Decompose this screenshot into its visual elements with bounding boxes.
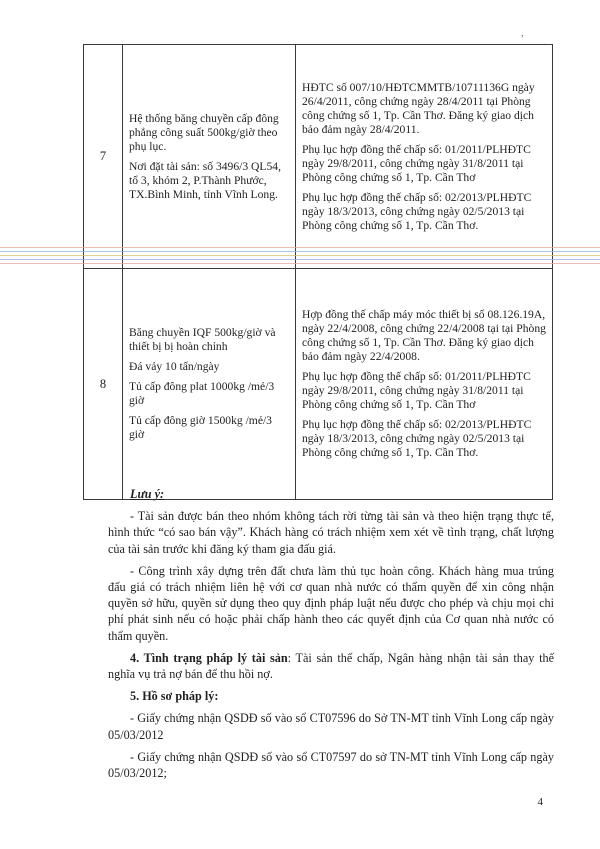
contract-cell	[296, 269, 553, 500]
legal-status-label: 4. Tình trạng pháp lý tài sản	[130, 650, 288, 665]
legal-docs-label: 5. Hồ sơ pháp lý	[130, 689, 215, 704]
asset-name-line: Tủ cấp đông plat 1000kg /mẻ/3 giờ	[129, 380, 275, 407]
scan-line	[0, 247, 600, 248]
contract-line: Hợp đồng thế chấp máy móc thiết bị số 08.126.19A, ngày 22/4/2008, công chứng 22/4/2008 tại tại Phòng công chứng số 1, Tp. Cần Thơ. Đăng ký giao dịch bảo đảm ngày 22/4/2008.	[302, 308, 546, 363]
note-title: Lưu ý:	[130, 487, 165, 501]
contract-line: HĐTC số 007/10/HĐTCMMTB/10711136G ngày 26/4/2011, công chứng ngày 28/4/2011 tại Phòng công chứng số 1, Tp. Cần Thơ. Đăng ký giao dịch bảo đảm ngày 28/4/2011.	[302, 80, 535, 136]
asset-name-line: Đá vảy 10 tấn/ngày	[129, 360, 220, 373]
scan-line	[0, 255, 600, 256]
legal-doc-item: - Giấy chứng nhận QSDĐ số vào sổ CT07596 do Sở TN-MT tỉnh Vĩnh Long cấp ngày 05/03/2012	[108, 711, 554, 742]
legal-docs-heading	[108, 688, 554, 704]
legal-status-paragraph	[108, 650, 554, 682]
row-number: 7	[84, 45, 123, 269]
table-row	[84, 269, 553, 500]
note-paragraph: - Tài sản được bán theo nhóm không tách rời từng tài sản và theo hiện trạng thực tế, hình thức “có sao bán vậy”. Khách hàng có trách nhiệm xem xét về tình trạng, chất lượng của tài sản trước khi đăng ký tham gia đấu giá.	[108, 509, 554, 556]
scan-mark: ,	[521, 28, 524, 39]
table-row	[84, 45, 553, 269]
legal-docs-suffix: :	[214, 689, 219, 704]
scan-line	[0, 251, 600, 252]
scan-mark: ·	[543, 40, 547, 51]
legal-doc-item: - Giấy chứng nhận QSDĐ số vào sổ CT07597 do sở TN-MT tỉnh Vĩnh Long cấp ngày 05/03/2012;	[108, 749, 554, 781]
row-number: 8	[84, 269, 123, 500]
asset-name-line: Băng chuyền IQF 500kg/giờ và thiết bị bị hoàn chỉnh	[129, 326, 276, 353]
asset-name-line: Tủ cấp đông giờ 1500kg /mẻ/3 giờ	[129, 414, 272, 441]
asset-name-cell	[123, 45, 296, 269]
contract-cell	[296, 45, 553, 269]
contract-line: Phụ lục hợp đồng thế chấp số: 02/2013/PLHĐTC ngày 18/3/2013, công chứng ngày 02/5/2013 tại Phòng công chứng số 1, Tp. Cần Thơ.	[302, 418, 532, 459]
body-text	[108, 486, 554, 787]
page-number: 4	[537, 796, 543, 808]
legal-status-text: : Tài sản thế chấp, Ngân hàng nhận tài sản thay thế nghĩa vụ trả nợ bán để thu hồi nợ.	[108, 650, 554, 682]
scan-line	[0, 259, 600, 260]
asset-table	[83, 44, 553, 500]
contract-line: Phụ lục hợp đồng thế chấp số: 01/2011/PLHĐTC ngày 29/8/2011, công chứng ngày 31/8/2011 tại Phòng công chứng số 1, Tp. Cần Thơ	[302, 142, 531, 184]
scan-line	[0, 263, 600, 264]
scan-artifact-lines	[0, 247, 600, 267]
contract-line: Phụ lục hợp đồng thế chấp số: 02/2013/PLHĐTC ngày 18/3/2013, công chứng ngày 02/5/2013 tại Phòng công chứng số 1, Tp. Cần Thơ.	[302, 190, 532, 232]
asset-name-cell	[123, 269, 296, 500]
note-paragraph: - Công trình xây dựng trên đất chưa làm thủ tục hoàn công. Khách hàng mua trúng đấu giá có trách nhiệm liên hệ với cơ quan nhà nước có thẩm quyền để xin công nhận quyền sở hữu, quyền sử dụng theo quy định pháp luật nếu được cho phép và chịu mọi chi phí phát sinh nếu có hoặc phải chấp hành theo các quyết định của Cơ quan nhà nước có thẩm quyền.	[108, 563, 554, 643]
asset-name-line: Hệ thống băng chuyền cấp đông phẳng công suất 500kg/giờ theo phụ lục.	[129, 111, 279, 153]
contract-line: Phụ lục hợp đồng thế chấp số: 01/2011/PLHĐTC ngày 29/8/2011, công chứng ngày 31/8/2011 tại Phòng công chứng số 1, Tp. Cần Thơ	[302, 370, 531, 411]
asset-name-line: Nơi đặt tài sản: số 3496/3 QL54, tổ 3, khóm 2, P.Thành Phước, TX.Bình Minh, tỉnh Vĩnh Long.	[129, 159, 282, 201]
